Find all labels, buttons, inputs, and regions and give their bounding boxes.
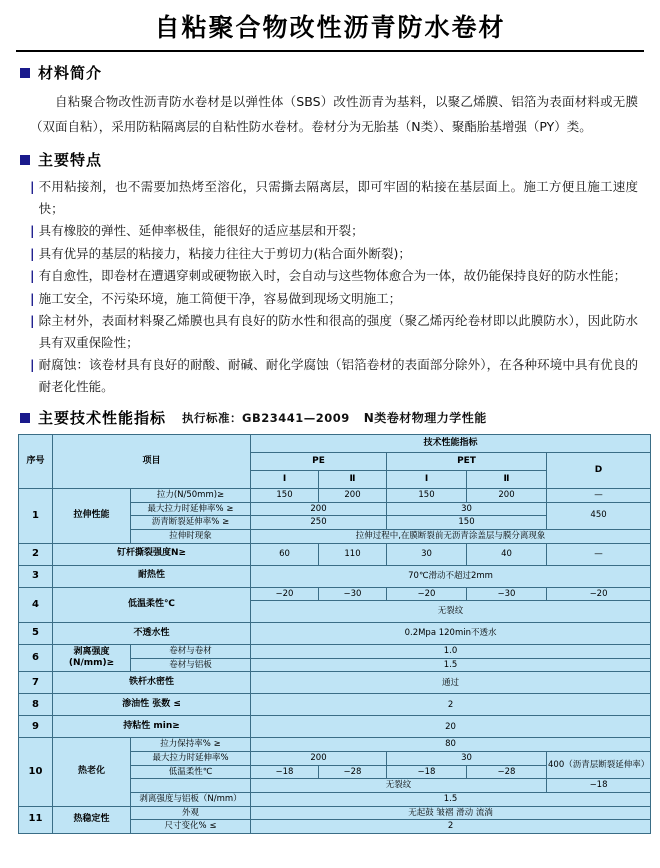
row-sublabel: 卷材与卷材 (131, 645, 251, 659)
cell: 80 (251, 738, 651, 752)
row-no: 2 (19, 543, 53, 565)
list-item (30, 265, 638, 287)
th-pet-2: Ⅱ (467, 471, 547, 489)
row-sublabel (131, 779, 251, 793)
spec-standard: 执行标准：GB23441—2009 (182, 410, 350, 425)
feature-text: 不用粘接剂，也不需要加热烤至溶化，只需撕去隔离层，即可牢固的粘接在基层面上。施工方便且施工速度快； (38, 179, 638, 216)
list-item (30, 176, 638, 219)
square-bullet-icon (20, 68, 30, 78)
cell: 200 (251, 502, 387, 516)
th-pe: PE (251, 453, 387, 471)
list-item (30, 220, 638, 242)
cell: −28 (319, 765, 387, 779)
row-sublabel: 拉力(N/50mm)≥ (131, 489, 251, 503)
bullet-bar-icon: | (30, 357, 35, 372)
cell: 无起鼓 皱褶 滑动 流淌 (251, 806, 651, 820)
cell: 110 (319, 543, 387, 565)
cell: 40 (467, 543, 547, 565)
intro-paragraph: 自粘聚合物改性沥青防水卷材是以弹性体（SBS）改性沥青为基料，以聚乙烯膜、铝箔为表面材料或无膜（双面自粘），采用防粘隔离层的自粘性防水卷材。卷材分为无胎基（N类）、聚酯胎基增强（PY）类。 (30, 94, 638, 134)
table-row (19, 435, 651, 453)
bullet-bar-icon: | (30, 179, 35, 194)
row-name: 拉伸性能 (53, 489, 131, 544)
table-row (19, 623, 651, 645)
row-no: 4 (19, 587, 53, 623)
table-row (19, 738, 651, 752)
title-divider (16, 50, 644, 52)
row-name: 不透水性 (53, 623, 251, 645)
cell: 无裂纹 (251, 779, 547, 793)
cell: — (547, 489, 651, 503)
row-no: 10 (19, 738, 53, 806)
cell: 30 (387, 502, 547, 516)
cell: −20 (251, 587, 319, 601)
row-sublabel: 卷材与铝板 (131, 658, 251, 672)
row-sublabel: 最大拉力时延伸率% ≥ (131, 502, 251, 516)
row-sublabel: 剥离强度与铝板（N/mm） (131, 792, 251, 806)
cell: −20 (387, 587, 467, 601)
cell: 通过 (251, 672, 651, 694)
section-title-features: 主要特点 (38, 151, 103, 169)
bullet-bar-icon: | (30, 268, 35, 283)
bullet-bar-icon: | (30, 290, 35, 306)
row-no: 3 (19, 565, 53, 587)
cell: 60 (251, 543, 319, 565)
cell: 无裂纹 (251, 601, 651, 623)
cell: 2 (251, 820, 651, 834)
row-sublabel: 沥青断裂延伸率% ≥ (131, 516, 251, 530)
cell: −18 (251, 765, 319, 779)
cell: 150 (387, 489, 467, 503)
row-no: 1 (19, 489, 53, 544)
cell: −18 (387, 765, 467, 779)
feature-text: 施工安全，不污染环境，施工简便干净，容易做到现场文明施工； (38, 290, 402, 306)
row-name: 热稳定性 (53, 806, 131, 833)
cell: 150 (251, 489, 319, 503)
table-row (19, 587, 651, 601)
row-no: 8 (19, 694, 53, 716)
feature-text: 耐腐蚀：该卷材具有良好的耐酸、耐碱、耐化学腐蚀（铝箔卷材的表面部分除外），在各种环境中具有优良的耐老化性能。 (38, 357, 638, 394)
table-row (19, 806, 651, 820)
page-title: 自粘聚合物改性沥青防水卷材 (154, 13, 506, 42)
section-header-specs (20, 407, 646, 428)
row-no: 7 (19, 672, 53, 694)
cell: 2 (251, 694, 651, 716)
th-pet: PET (387, 453, 547, 471)
cell: 拉伸过程中,在膜断裂前无沥青涂盖层与膜分离现象 (251, 529, 651, 543)
th-d: D (547, 453, 651, 489)
th-no: 序号 (19, 435, 53, 489)
cell: 30 (387, 752, 547, 766)
cell: 400（沥青层断裂延伸率） (547, 752, 651, 779)
cell: −30 (467, 587, 547, 601)
cell: 250 (251, 516, 387, 530)
th-pe-1: Ⅰ (251, 471, 319, 489)
square-bullet-icon (20, 413, 30, 423)
cell: 1.0 (251, 645, 651, 659)
list-item (30, 354, 638, 397)
row-sublabel: 低温柔性℃ (131, 765, 251, 779)
row-name: 耐热性 (53, 565, 251, 587)
row-sublabel: 外观 (131, 806, 251, 820)
table-row (19, 489, 651, 503)
cell: −28 (467, 765, 547, 779)
cell: 200 (467, 489, 547, 503)
cell: 200 (319, 489, 387, 503)
features-list (30, 176, 638, 397)
th-group: 技术性能指标 (251, 435, 651, 453)
row-sublabel: 最大拉力时延伸率% (131, 752, 251, 766)
cell: 1.5 (251, 792, 651, 806)
row-name: 钉杆撕裂强度N≥ (53, 543, 251, 565)
table-row (19, 672, 651, 694)
table-row (19, 645, 651, 659)
cell: 30 (387, 543, 467, 565)
row-name: 铁杆水密性 (53, 672, 251, 694)
row-sublabel: 拉伸时现象 (131, 529, 251, 543)
section-title-intro: 材料简介 (38, 64, 103, 82)
cell: 150 (387, 516, 547, 530)
feature-text: 具有优异的基层的粘接力，粘接力往往大于剪切力(粘合面外断裂)； (38, 245, 411, 261)
cell: −20 (547, 587, 651, 601)
th-pet-1: Ⅰ (387, 471, 467, 489)
square-bullet-icon (20, 155, 30, 165)
table-row (19, 694, 651, 716)
bullet-bar-icon: | (30, 313, 35, 328)
th-item: 项目 (53, 435, 251, 489)
row-no: 11 (19, 806, 53, 833)
cell: 450 (547, 502, 651, 529)
row-no: 5 (19, 623, 53, 645)
section-header-features (20, 149, 646, 170)
cell: 20 (251, 716, 651, 738)
cell: 70℃滑动不超过2mm (251, 565, 651, 587)
section-header-intro (20, 62, 646, 83)
row-name: 渗油性 张数 ≤ (53, 694, 251, 716)
cell: 0.2Mpa 120min不透水 (251, 623, 651, 645)
row-name: 热老化 (53, 738, 131, 806)
bullet-bar-icon: | (30, 245, 35, 261)
table-row (19, 565, 651, 587)
row-name: 持粘性 min≥ (53, 716, 251, 738)
table-row (19, 716, 651, 738)
table-row (19, 543, 651, 565)
feature-text: 有自愈性，即卷材在遭遇穿刺或硬物嵌入时，会自动与这些物体愈合为一体，故仍能保持良好的防水性能； (38, 268, 627, 283)
cell: 200 (251, 752, 387, 766)
row-name: 剥离强度(N/mm)≥ (53, 645, 131, 672)
cell: −18 (547, 779, 651, 793)
row-name: 低温柔性℃ (53, 587, 251, 623)
section-title-specs: 主要技术性能指标 (38, 409, 167, 427)
list-item (30, 310, 638, 353)
row-no: 6 (19, 645, 53, 672)
cell: — (547, 543, 651, 565)
feature-text: 具有橡胶的弹性、延伸率极佳，能很好的适应基层和开裂； (38, 223, 364, 238)
row-no: 9 (19, 716, 53, 738)
cell: −30 (319, 587, 387, 601)
row-sublabel: 尺寸变化% ≤ (131, 820, 251, 834)
cell: 1.5 (251, 658, 651, 672)
spec-table (18, 434, 651, 834)
list-item (30, 243, 638, 265)
feature-text: 除主材外，表面材料聚乙烯膜也具有良好的防水性和很高的强度（聚乙烯丙纶卷材即以此膜防水），因此防水具有双重保险性； (38, 313, 638, 350)
spec-subtitle: N类卷材物理力学性能 (363, 411, 487, 425)
bullet-bar-icon: | (30, 223, 35, 238)
list-item (30, 288, 638, 310)
th-pe-2: Ⅱ (319, 471, 387, 489)
row-sublabel: 拉力保持率% ≥ (131, 738, 251, 752)
